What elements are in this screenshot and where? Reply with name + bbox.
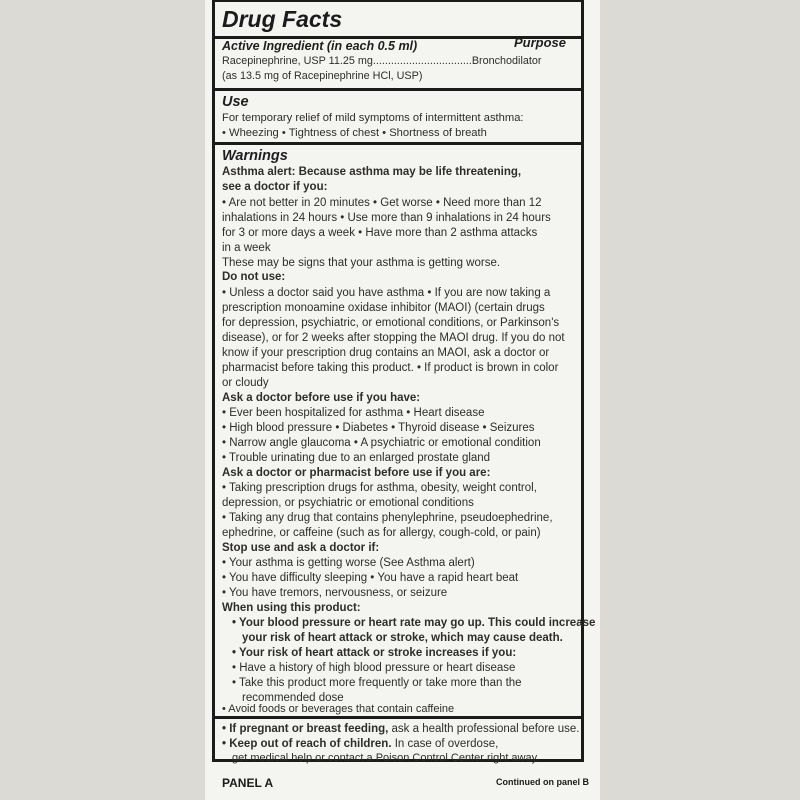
stop-use-heading: Stop use and ask a doctor if:	[222, 542, 380, 554]
section-divider-warnings	[212, 142, 584, 145]
do-not-use-line-2: prescription monoamine oxidase inhibitor (MAOI) (certain drugs	[222, 302, 545, 314]
use-line-1: For temporary relief of mild symptoms of intermittent asthma:	[222, 112, 524, 124]
use-heading: Use	[222, 94, 249, 110]
asthma-alert-item-5: These may be signs that your asthma is getting worse.	[222, 257, 501, 269]
ask-pharmacist-heading: Ask a doctor or pharmacist before use if you are:	[222, 467, 491, 479]
when-using-line-1: • Your blood pressure or heart rate may go up. This could increase	[232, 617, 596, 629]
ask-pharmacist-line-3: • Taking any drug that contains phenylephrine, pseudoephedrine,	[222, 512, 553, 524]
ingredient-line: Racepinephrine, USP 11.25 mg.................................Bronchodilator	[222, 55, 542, 67]
asthma-alert-item-1: • Are not better in 20 minutes • Get worse • Need more than 12	[222, 197, 542, 209]
ask-doctor-line-1: • Ever been hospitalized for asthma • Heart disease	[222, 407, 485, 419]
drug-facts-title: Drug Facts	[222, 6, 343, 32]
pregnant-warning-rest: ask a health professional before use.	[388, 723, 580, 735]
use-line-2: • Wheezing • Tightness of chest • Shortness of breath	[222, 127, 487, 139]
when-using-line-3: • Your risk of heart attack or stroke increases if you:	[232, 647, 517, 659]
do-not-use-line-6: pharmacist before taking this product. • If product is brown in color	[222, 362, 559, 374]
asthma-alert-item-4: in a week	[222, 242, 271, 254]
when-using-line-2: your risk of heart attack or stroke, which may cause death.	[242, 632, 563, 644]
section-divider-use	[212, 88, 584, 91]
ingredient-sub: (as 13.5 mg of Racepinephrine HCl, USP)	[222, 70, 423, 82]
active-ingredient-heading: Active Ingredient (in each 0.5 ml)	[222, 39, 418, 53]
keep-out-warning	[222, 737, 498, 752]
keep-out-warning-rest: In case of overdose,	[391, 738, 499, 750]
asthma-alert-item-2: inhalations in 24 hours • Use more than 9 inhalations in 24 hours	[222, 212, 551, 224]
panel-label: PANEL A	[222, 776, 274, 790]
ask-pharmacist-line-1: • Taking prescription drugs for asthma, obesity, weight control,	[222, 482, 537, 494]
stop-use-line-2: • You have difficulty sleeping • You have a rapid heart beat	[222, 572, 519, 584]
when-using-line-5: • Take this product more frequently or take more than the	[232, 677, 522, 689]
when-using-line-4: • Have a history of high blood pressure or heart disease	[232, 662, 516, 674]
ask-pharmacist-line-4: ephedrine, or caffeine (such as for allergy, cough-cold, or pain)	[222, 527, 541, 539]
when-using-line-7: • Avoid foods or beverages that contain caffeine	[222, 703, 455, 715]
asthma-alert-line-1: Asthma alert: Because asthma may be life threatening,	[222, 166, 522, 178]
ask-doctor-heading: Ask a doctor before use if you have:	[222, 392, 421, 404]
pregnant-warning-bold: • If pregnant or breast feeding,	[222, 723, 389, 735]
asthma-alert-line-2: see a doctor if you:	[222, 181, 328, 193]
do-not-use-line-4: disease), or for 2 weeks after stopping the MAOI drug. If you do not	[222, 332, 565, 344]
stop-use-line-1: • Your asthma is getting worse (See Asthma alert)	[222, 557, 475, 569]
stop-use-line-3: • You have tremors, nervousness, or seizure	[222, 587, 448, 599]
ask-doctor-line-2: • High blood pressure • Diabetes • Thyroid disease • Seizures	[222, 422, 535, 434]
continued-label: Continued on panel B	[496, 777, 589, 787]
pregnant-warning	[222, 722, 579, 737]
ask-doctor-line-4: • Trouble urinating due to an enlarged prostate gland	[222, 452, 491, 464]
do-not-use-heading: Do not use:	[222, 271, 286, 283]
do-not-use-line-1: • Unless a doctor said you have asthma • If you are now taking a	[222, 287, 551, 299]
keep-out-warning-line-2: get medical help or contact a Poison Control Center right away.	[232, 752, 540, 764]
when-using-heading: When using this product:	[222, 602, 361, 614]
asthma-alert-item-3: for 3 or more days a week • Have more than 2 asthma attacks	[222, 227, 538, 239]
do-not-use-line-7: or cloudy	[222, 377, 269, 389]
ask-doctor-line-3: • Narrow angle glaucoma • A psychiatric or emotional condition	[222, 437, 541, 449]
keep-out-warning-bold: • Keep out of reach of children.	[222, 738, 392, 750]
do-not-use-line-3: for depression, psychiatric, or emotional conditions, or Parkinson's	[222, 317, 560, 329]
do-not-use-line-5: know if your prescription drug contains an MAOI, ask a doctor or	[222, 347, 550, 359]
ask-pharmacist-line-2: depression, or psychiatric or emotional conditions	[222, 497, 474, 509]
warnings-heading: Warnings	[222, 148, 288, 164]
purpose-heading: Purpose	[514, 35, 567, 50]
when-using-line-6: recommended dose	[242, 692, 344, 704]
